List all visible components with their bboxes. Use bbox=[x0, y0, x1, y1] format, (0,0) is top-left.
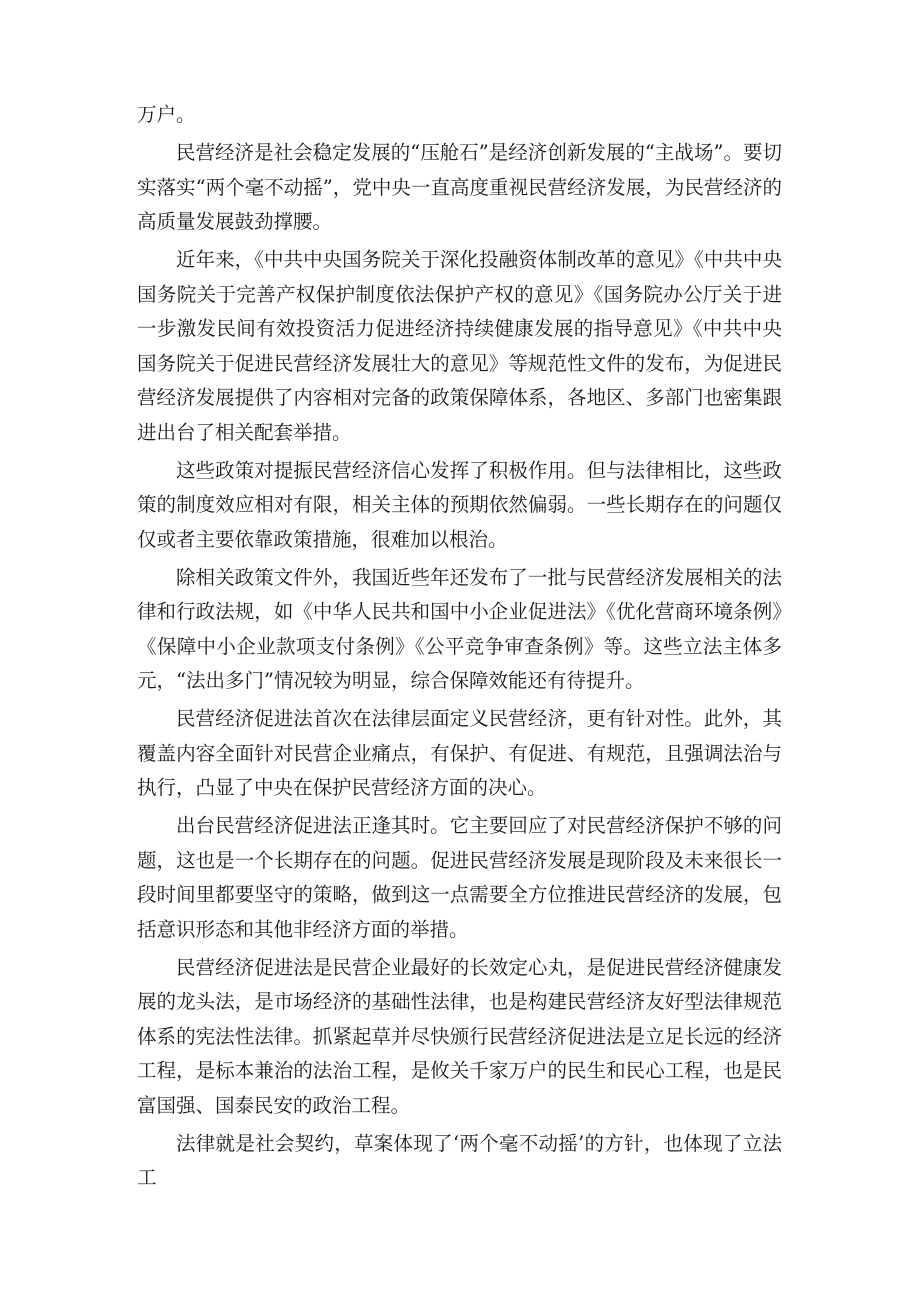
document-body bbox=[137, 98, 782, 1199]
paragraph-8: 民营经济促进法是民营企业最好的长效定心丸，是促进民营经济健康发展的龙头法，是市场经济的基础性法律，也是构建民营经济友好型法律规范体系的宪法性法律。抓紧起草并尽快颁行民营经济促进法是立足长远的经济工程，是标本兼治的法治工程，是攸关千家万户的民生和民心工程，也是民富国强、国泰民安的政治工程。 bbox=[137, 955, 782, 1117]
paragraph-3: 近年来，《中共中央国务院关于深化投融资体制改革的意见》《中共中央国务院关于完善产权保护制度依法保护产权的意见》《国务院办公厅关于进一步激发民间有效投资活力促进经济持续健康发展的指导意见》《中共中央国务院关于促进民营经济发展壮大的意见》等规范性文件的发布，为促进民营经济发展提供了内容相对完备的政策保障体系，各地区、多部门也密集跟进出台了相关配套举措。 bbox=[137, 248, 782, 444]
paragraph-1: 万户。 bbox=[137, 103, 196, 126]
paragraph-2: 民营经济是社会稳定发展的“压舱石”是经济创新发展的“主战场”。要切实落实“两个毫不动摇”，党中央一直高度重视民营经济发展，为民营经济的高质量发展鼓劲撑腰。 bbox=[137, 141, 782, 233]
paragraph-5: 除相关政策文件外，我国近些年还发布了一批与民营经济发展相关的法律和行政法规，如《中华人民共和国中小企业促进法》《优化营商环境条例》《保障中小企业款项支付条例》《公平竞争审查条例》等。这些立法主体多元，“法出多门”情况较为明显，综合保障效能还有待提升。 bbox=[137, 565, 782, 692]
paragraph-7: 出台民营经济促进法正逢其时。它主要回应了对民营经济保护不够的问题，这也是一个长期存在的问题。促进民营经济发展是现阶段及未来很长一段时间里都要坚守的策略，做到这一点需要全方位推进民营经济的发展，包括意识形态和其他非经济方面的举措。 bbox=[137, 814, 782, 941]
paragraph-6: 民营经济促进法首次在法律层面定义民营经济，更有针对性。此外，其覆盖内容全面针对民营企业痛点，有保护、有促进、有规范，且强调法治与执行，凸显了中央在保护民营经济方面的决心。 bbox=[137, 707, 782, 799]
paragraph-4: 这些政策对提振民营经济信心发挥了积极作用。但与法律相比，这些政策的制度效应相对有限，相关主体的预期依然偏弱。一些长期存在的问题仅仅或者主要依靠政策措施，很难加以根治。 bbox=[137, 458, 782, 551]
paragraph-9: 法律就是社会契约，草案体现了‘两个毫不动摇’的方针，也体现了立法工 bbox=[137, 1131, 782, 1189]
